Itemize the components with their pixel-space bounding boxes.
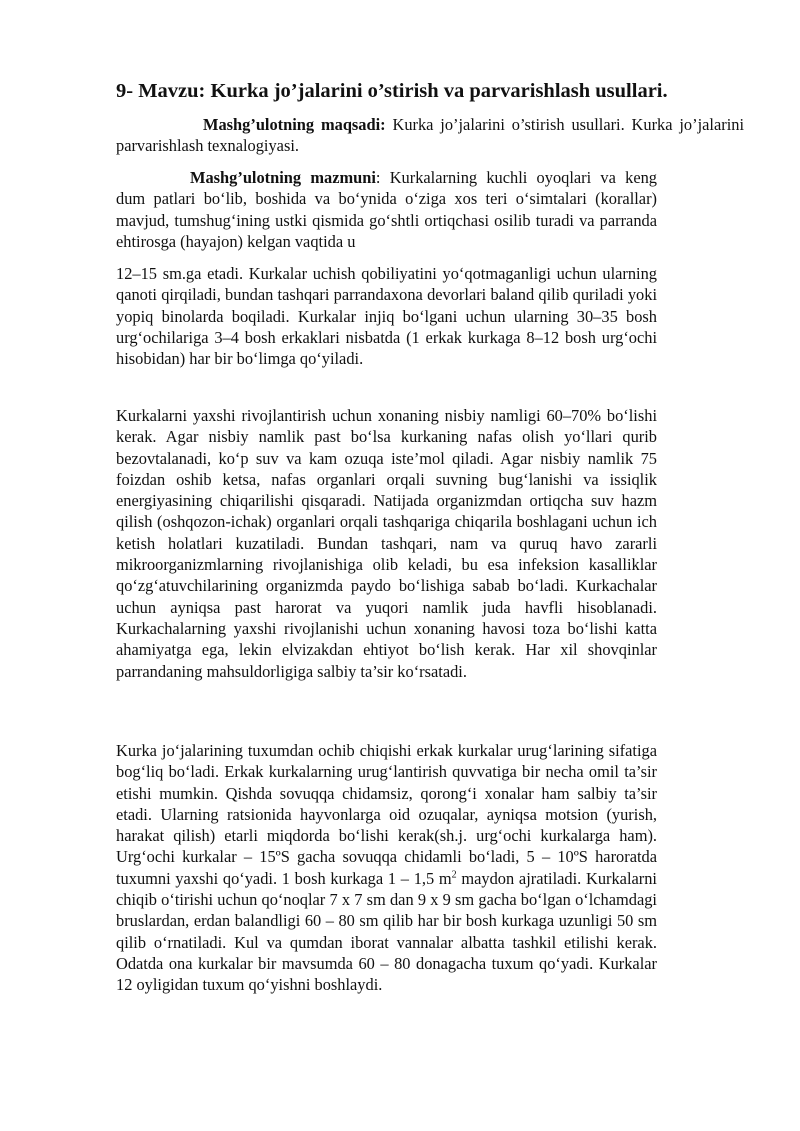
- content-paragraph: [116, 167, 657, 252]
- body-paragraph-4: [116, 740, 657, 996]
- page-title: 9- Mavzu: Kurka jo’jalarini o’stirish va parvarishlash usullari.: [116, 80, 668, 102]
- aim-paragraph: [116, 114, 744, 157]
- aim-text: Kurka jo’jalarini o’stirish usullari. Kurka jo’jalarini parvarishlash texnalogiyasi.: [116, 115, 744, 156]
- body-paragraph-2: 12–15 sm.ga etadi. Kurkalar uchish qobiliyatini yo‘qotmaganligi uchun ularning qanoti qirqiladi, bundan tashqari parrandaxona devorlari baland qilib quriladi yoki yopiq binolarda boqiladi. Kurkalar injiq bo‘lgani uchun ularning 30–35 bosh urg‘ochilariga 3–4 bosh erkaklari nisbatda (1 erkak kurkaga 8–12 bosh urg‘ochi hisobidan) har bir bo‘limga qo‘yiladi.: [116, 264, 657, 369]
- content-text: : Kurkalarning kuchli oyoqlari va keng dum patlari bo‘lib, boshida va bo‘ynida o‘ziga xos teri o‘simtalari (korallar) mavjud, tumshug‘ining ustki qismida go‘shtli ortiqchasi osilib turadi va parranda ehtirosga (hayajon) kelgan vaqtida u: [116, 168, 657, 251]
- body-paragraph-3: Kurkalarni yaxshi rivojlantirish uchun xonaning nisbiy namligi 60–70% bo‘lishi kerak. Agar nisbiy namlik past bo‘lsa kurkaning nafas olish yo‘llari qurib bezovtalanadi, ko‘p suv va kam ozuqa iste’mol qiladi. Agar nisbiy namlik 75 foizdan oshib ketsa, nafas organlari orqali suvning bug‘lanishi va issiqlik energiyasining chiqarilishi qisqaradi. Natijada organizmdan ortiqcha suv hazm qilish (oshqozon-ichak) organlari orqali tashqariga chiqarila boshlagani uchun ich ketish holatlari kuzatiladi. Bundan tashqari, nam va quruq havo zararli mikroorganizmlarning rivojlanishiga olib keladi, bu esa infeksion kasalliklar qo‘zg‘atuvchilarining organizmda paydo bo‘lishiga sabab bo‘ladi. Kurkachalar uchun ayniqsa past harorat va yuqori namlik juda havfli hisoblanadi. Kurkachalarning yaxshi rivojlanishi uchun xonaning havosi toza bo‘lishi katta ahamiyatga ega, lekin elvizakdan ehtiyot bo‘lish kerak. Har xil shovqinlar parrandaning mahsuldorligiga salbiy ta’sir ko‘rsatadi.: [116, 406, 657, 681]
- paragraph-4-part-1: Kurka jo‘jalarining tuxumdan ochib chiqishi erkak kurkalar urug‘larining sifatiga bog‘liq bo‘ladi. Erkak kurkalarning urug‘lantirish quvvatiga bir necha omil ta’sir etishi mumkin. Qishda sovuqqa chidamsiz, qorong‘i xonalar ham salbiy ta’sir etadi. Ularning ratsionida hayvonlarga oid ozuqalar, ayniqsa motsion (yurish, harakat qilish) etarli miqdorda bo‘lishi kerak(sh.j. urg‘ochi kurkalarga ham). Urg‘ochi kurkalar – 15ºS gacha sovuqqa chidamli bo‘ladi, 5 – 10ºS haroratda tuxumni yaxshi qo‘yadi. 1 bosh kurkaga 1 – 1,5 m: [116, 741, 657, 888]
- paragraph-4-part-2: maydon ajratiladi. Kurkalarni chiqib o‘tirishi uchun qo‘noqlar 7 x 7 sm dan 9 x 9 sm gacha bo‘lgan o‘lchamdagi bruslardan, erdan balandligi 60 – 80 sm qilib har bir bosh kurkaga uzunligi 50 sm qilib o‘rnatiladi. Kul va qumdan iborat vannalar albatta tashkil etilishi kerak. Odatda ona kurkalar bir mavsumda 60 – 80 donagacha tuxum qo‘yadi. Kurkalar 12 oyligidan tuxum qo‘yishni boshlaydi.: [116, 868, 657, 995]
- square-superscript: 2: [451, 869, 457, 881]
- aim-label: Mashg’ulotning maqsadi:: [203, 115, 386, 134]
- content-label: Mashg’ulotning mazmuni: [190, 168, 376, 187]
